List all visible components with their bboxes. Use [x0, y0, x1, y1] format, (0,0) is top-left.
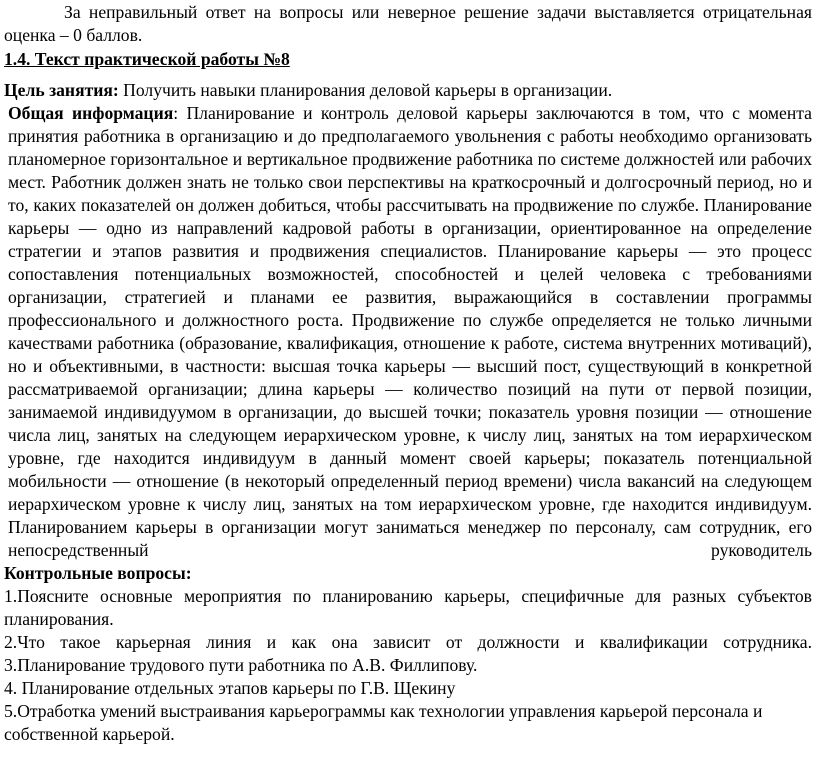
general-info-label: Общая информация: [8, 103, 174, 123]
goal-text: Получить навыки планирования деловой карьеры в организации.: [118, 80, 613, 100]
spacer: [4, 71, 812, 79]
question-item: 5.Отработка умений выстраивания карьерограммы как технологии управления карьерой персонала и собственной карьерой.: [4, 701, 763, 744]
intro-paragraph: За неправильный ответ на вопросы или неверное решение задачи выставляется отрицательная оценка – 0 баллов.: [4, 2, 812, 45]
general-info-text: : Планирование и контроль деловой карьеры заключаются в том, что с момента принятия работника в организацию и до предполагаемого увольнения с работы необходимо организовать планомерное горизонтальное и вертикальное продвижение работника по системе должностей или рабочих мест. Работник должен знать не только свои перспективы на краткосрочный и долгосрочный период, но и то, каких показателей он должен добиться, чтобы рассчитывать на продвижение по службе. Планирование карьеры — одно из направлений кадровой работы в организации, ориентированное на определение стратегии и этапов развития и продвижения специалистов. Планирование карьеры — это процесс сопоставления потенциальных возможностей, способностей и целей человека с требованиями организации, стратегией и планами ее развития, выражающийся в составлении программы профессионального и должностного роста. Продвижение по службе определяется не только личными качествами работника (образование, квалификация, отношение к работе, система внутренних мотиваций), но и объективными, в частности: высшая точка карьеры — высший пост, существующий в конкретной рассматриваемой организации; длина карьеры — количество позиций на пути от первой позиции, занимаемой индивидуумом в организации, до высшей точки; показатель уровня позиции — отношение числа лиц, занятых на следующем иерархическом уровне, к числу лиц, занятых на том иерархическом уровне, где находится индивидуум в данный момент своей карьеры; показатель потенциальной мобильности — отношение (в некоторый определенный период времени) числа вакансий на следующем иерархическом уровне к числу лиц, занятых на том иерархическом уровне, где находится индивидуум. Планированием карьеры в организации могут заниматься менеджер по персоналу, сам сотрудник, его непосредственный руководитель: [8, 103, 812, 560]
goal-label: Цель занятия:: [4, 80, 119, 100]
question-item: 2.Что такое карьерная линия и как она зависит от должности и квалификации сотрудника.: [4, 632, 812, 652]
question-item: 3.Планирование трудового пути работника по А.В. Филлипову.: [4, 655, 478, 675]
goal-paragraph: [4, 79, 812, 102]
section-heading: 1.4. Текст практической работы №8: [4, 49, 290, 69]
control-questions-heading: Контрольные вопросы:: [4, 563, 192, 583]
question-item: 1.Поясните основные мероприятия по планированию карьеры, специфичные для разных субъектов планирования.: [4, 586, 812, 629]
general-info-paragraph: [4, 102, 812, 562]
question-item: 4. Планирование отдельных этапов карьеры по Г.В. Щекину: [4, 678, 456, 698]
